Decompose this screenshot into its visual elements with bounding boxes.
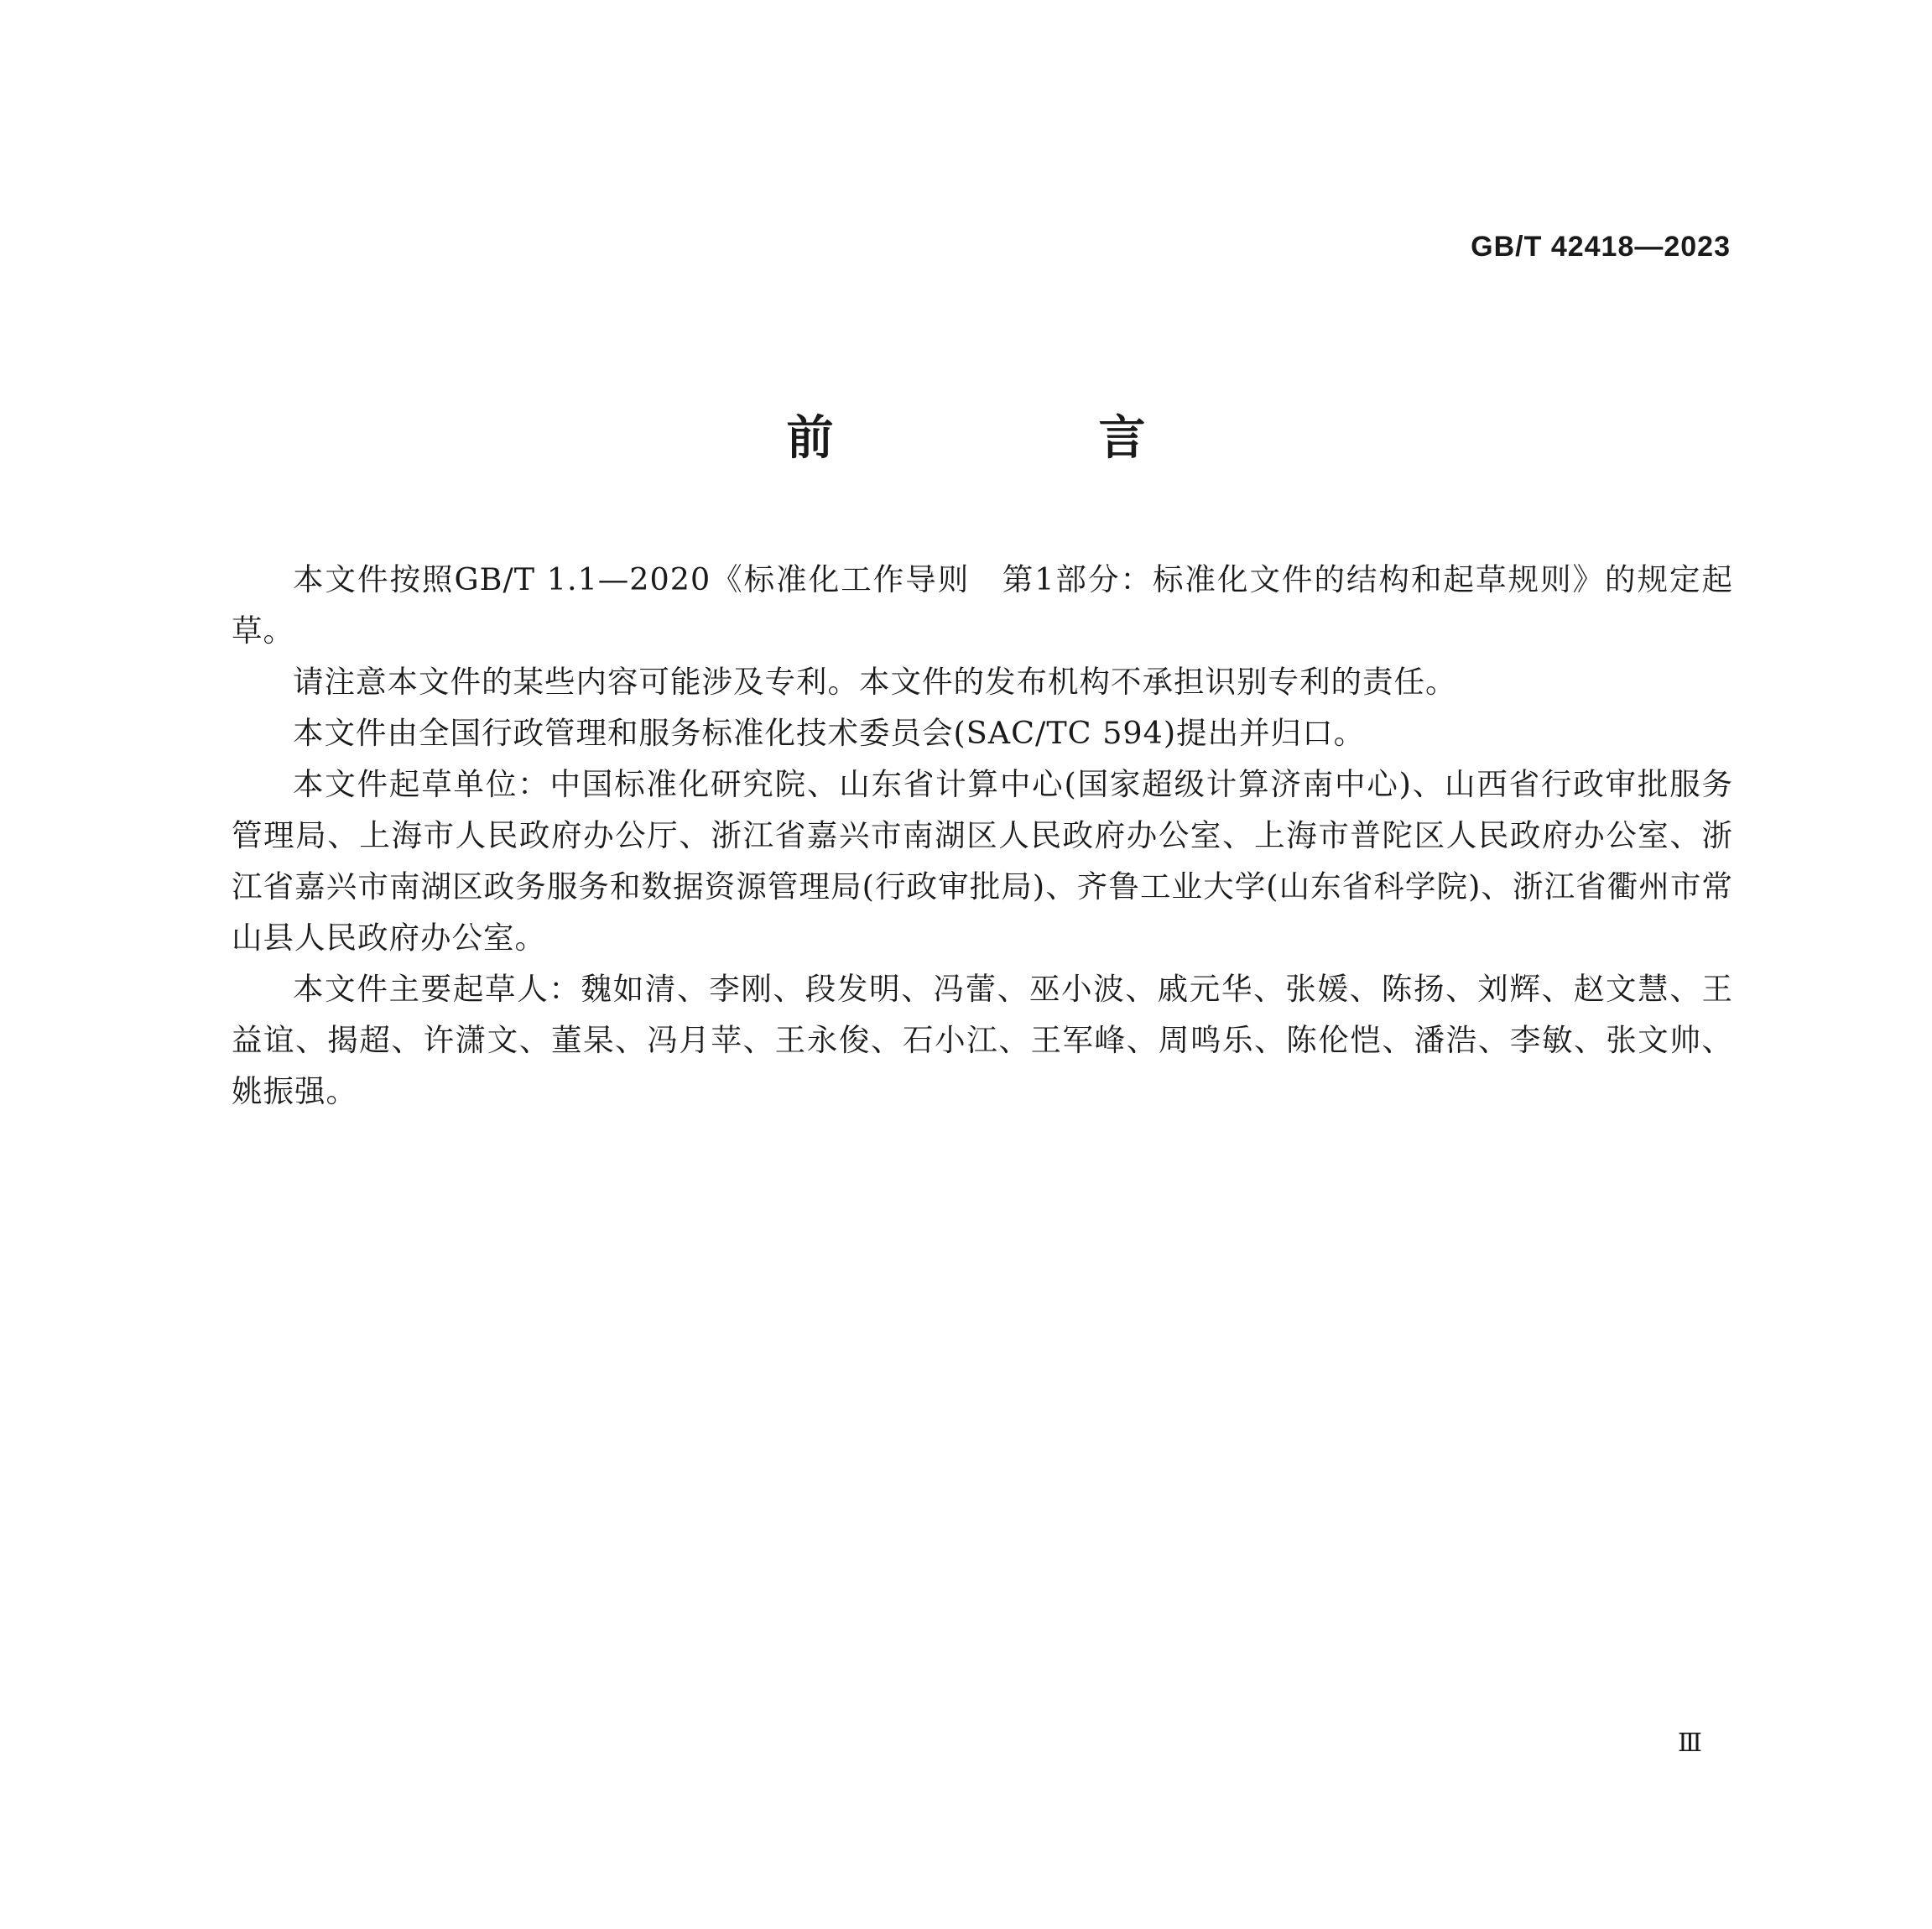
standard-code: GB/T 42418—2023 xyxy=(1471,231,1731,263)
foreword-body xyxy=(232,554,1733,1117)
paragraph-drafting-rules: 本文件按照GB/T 1.1—2020《标准化工作导则 第1部分：标准化文件的结构和起草规则》的规定起草。 xyxy=(232,561,1733,649)
page-number: Ⅲ xyxy=(1678,1728,1702,1758)
paragraph-proposer: 本文件由全国行政管理和服务标准化技术委员会(SAC/TC 594)提出并归口。 xyxy=(293,715,1366,751)
paragraph-drafting-units: 本文件起草单位：中国标准化研究院、山东省计算中心(国家超级计算济南中心)、山西省行政审批服务管理局、上海市人民政府办公厅、浙江省嘉兴市南湖区人民政府办公室、上海市普陀区人民政府办公室、浙江省嘉兴市南湖区政务服务和数据资源管理局(行政审批局)、齐鲁工业大学(山东省科学院)、浙江省衢州市常山县人民政府办公室。 xyxy=(232,766,1733,956)
paragraph-drafters: 本文件主要起草人：魏如清、李刚、段发明、冯蕾、巫小波、戚元华、张媛、陈扬、刘辉、赵文慧、王益谊、揭超、许潇文、董杲、冯月苹、王永俊、石小江、王军峰、周鸣乐、陈伦恺、潘浩、李敏、张文帅、姚振强。 xyxy=(232,971,1733,1109)
paragraph-patent-notice: 请注意本文件的某些内容可能涉及专利。本文件的发布机构不承担识别专利的责任。 xyxy=(293,664,1457,700)
page-title: 前 言 xyxy=(786,411,1255,466)
